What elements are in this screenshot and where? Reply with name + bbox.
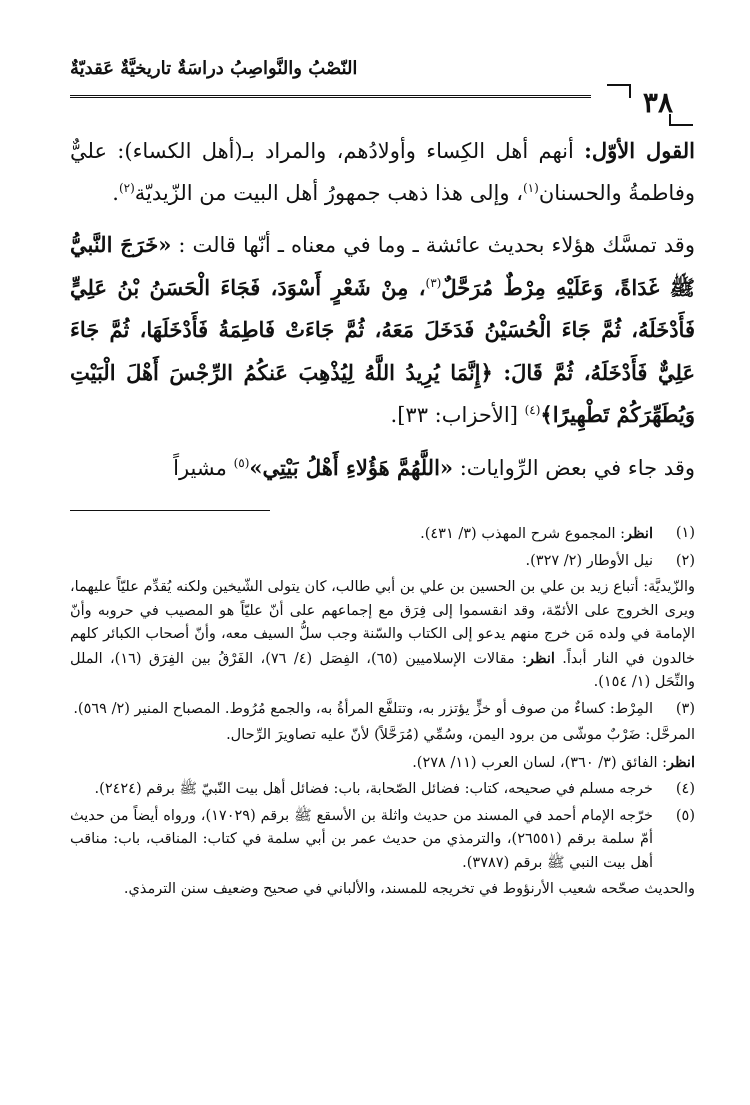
footnote-number: (٥) [675, 807, 695, 824]
footnote-text [70, 522, 653, 547]
footnote-content: : الفائق (٣/ ٣٦٠)، لسان العرب (١١/ ٢٧٨). [412, 754, 668, 771]
ornament-corner-top [607, 84, 631, 98]
paragraph-text: وقد تمسَّك هؤلاء بحديث عائشة ـ وما في معناه ـ أنّها قالت : [171, 233, 695, 257]
page-number: ٣٨ [642, 86, 673, 119]
footnote-text: خرّجه الإمام أحمد في المسند من حديث واثلة بن الأسقع ﷺ برقم (١٧٠٢٩)، ورواه أيضاً من حديث أمّ سلمة برقم (٢٦٥٥١)، والترمذي من حديث عمر بن أبي سلمة في كتاب: المناقب، باب: مناقب أهل بيت النبي ﷺ برقم (٣٧٨٧). [70, 807, 653, 871]
paragraph-text: أنهم أهل الكِساء وأولادُهم، والمراد بـ(أهل الكساء): عليٌّ وفاطمةُ والحسنان [70, 139, 695, 205]
footnote-ref: (٥) [233, 455, 250, 470]
footnote-4 [70, 778, 695, 802]
footnote-separator [70, 510, 270, 511]
book-page [70, 0, 695, 1105]
paragraph-riwayat [70, 447, 695, 490]
footnote-1 [70, 522, 695, 547]
footnote-5-continuation: والحديث صحّحه شعيب الأرنؤوط في تخريجه للمسند، والألباني في صحيح وضعيف سنن الترمذي. [123, 881, 695, 897]
verse-citation: [الأحزاب: ٣٣]. [390, 403, 525, 427]
footnote-keyword: انظر [526, 649, 555, 667]
footnote-3-reference [70, 751, 695, 776]
footnote-3 [70, 698, 695, 722]
footnotes [70, 522, 695, 905]
footnote-number: (٢) [675, 552, 695, 569]
footnote-text: نيل الأوطار (٢/ ٣٢٧). [525, 552, 653, 569]
header-rule [70, 95, 591, 102]
footnote-content: : مقالات الإسلاميين (٦٥)، الفِصَل (٤/ ٧٦)، الفَرْقُ بين الفِرَق (١٦)، الملل والنِّحَل (١/ ١٥٤). [70, 650, 695, 690]
footnote-keyword: انظر [625, 525, 653, 542]
quran-verse: ﴿إِنَّمَا يُرِيدُ اللَّهُ لِيُذْهِبَ عَنكُمُ الرِّجْسَ أَهْلَ الْبَيْتِ وَيُطَهِّرَكُمْ تَطْهِيرًا﴾ [70, 359, 695, 427]
footnote-3-continuation: المرحَّل: ضَرْبٌ موشّى من برود اليمن، وسُمِّي (مُرَحَّلاً) لأنّ عليه تصاويرَ الرِّحال. [226, 727, 695, 743]
footnote-keyword: انظر [667, 753, 695, 771]
footnote-2 [70, 550, 695, 574]
footnote-content: والزّيديَّة: أتباع زيد بن علي بن الحسين بن علي بن أبي طالب، كان يتولى الشّيخين ولكنه يُقدِّم عليّاً عليهما، ويرى الخروج على الأئمّة، وقد انقسموا إلى فِرَق مع إجماعهم على أنّ عليّاً هو المصيب في حروبه وأنّ الإمامة في ولده مَن خرج منهم يدعو إلى الكتاب والسّنة وجب سلُّ السيف معه، وأنّ أصحاب الكبائر كلهم خالدون في النار أبداً. [70, 579, 696, 667]
footnote-ref: (٢) [118, 180, 135, 195]
hadith-quote: «اللَّهُمَّ هَؤُلاءِ أَهْلُ بَيْتِي» [249, 454, 454, 480]
main-text [70, 130, 695, 489]
paragraph-text: ، وإلى هذا ذهب جمهورُ أهل البيت من الزّيديّة [134, 180, 523, 205]
footnote-ref: (٣) [425, 275, 442, 290]
footnote-number: (٣) [675, 700, 695, 717]
footnote-number: (٤) [675, 781, 695, 797]
footnote-ref: (٤) [524, 403, 541, 417]
footnote-ref: (١) [522, 180, 539, 195]
footnote-number: (١) [675, 525, 695, 541]
running-title: النّصْبُ والنَّواصِبُ دراسَةٌ تاريخيَّةٌ عَقديّةٌ [70, 58, 358, 79]
footnote-content: : المجموع شرح المهذب (٣/ ٤٣١). [420, 526, 626, 542]
footnote-text: المِرْط: كساءٌ من صوف أو خزٍّ يؤتزر به، وتتلفَّع المرأةُ به، والجمع مُرُوط. المصباح المنير (٢/ ٥٦٩). [73, 700, 653, 717]
opinion-heading: القول الأوّل: [584, 138, 695, 163]
hadith-quote: «خَرَجَ النَّبيُّ ﷺ غَدَاةً، وَعَلَيْهِ مِرْطٌ مُرَحَّلٌ [70, 232, 695, 300]
paragraph-first-opinion [70, 130, 695, 214]
footnote-2-continuation [70, 576, 695, 695]
paragraph-text: . [112, 180, 119, 205]
ornament-corner-bottom [669, 114, 693, 126]
paragraph-hadith-aisha [70, 224, 695, 437]
footnote-5 [70, 805, 695, 876]
hadith-quote: ، مِنْ شَعْرٍ أَسْوَدَ، فَجَاءَ الْحَسَنُ بْنُ عَلِيٍّ فَأَدْخَلَهُ، ثُمَّ جَاءَ الْحُسَيْنُ فَدَخَلَ مَعَهُ، ثُمَّ جَاءَتْ فَاطِمَةُ فَأَدْخَلَهَا، ثُمَّ جَاءَ عَلِيٌّ فَأَدْخَلَهُ، ثُمَّ قَالَ: [70, 274, 695, 385]
paragraph-text: وقد جاء في بعض الرِّوايات: [453, 455, 695, 480]
page-number-frame [603, 84, 695, 122]
paragraph-text: مشيراً [173, 455, 234, 480]
footnote-text: خرجه مسلم في صحيحه، كتاب: فضائل الصّحابة، باب: فضائل أهل بيت النّبيّ ﷺ برقم (٢٤٢٤). [94, 781, 653, 797]
page-header [70, 58, 695, 118]
